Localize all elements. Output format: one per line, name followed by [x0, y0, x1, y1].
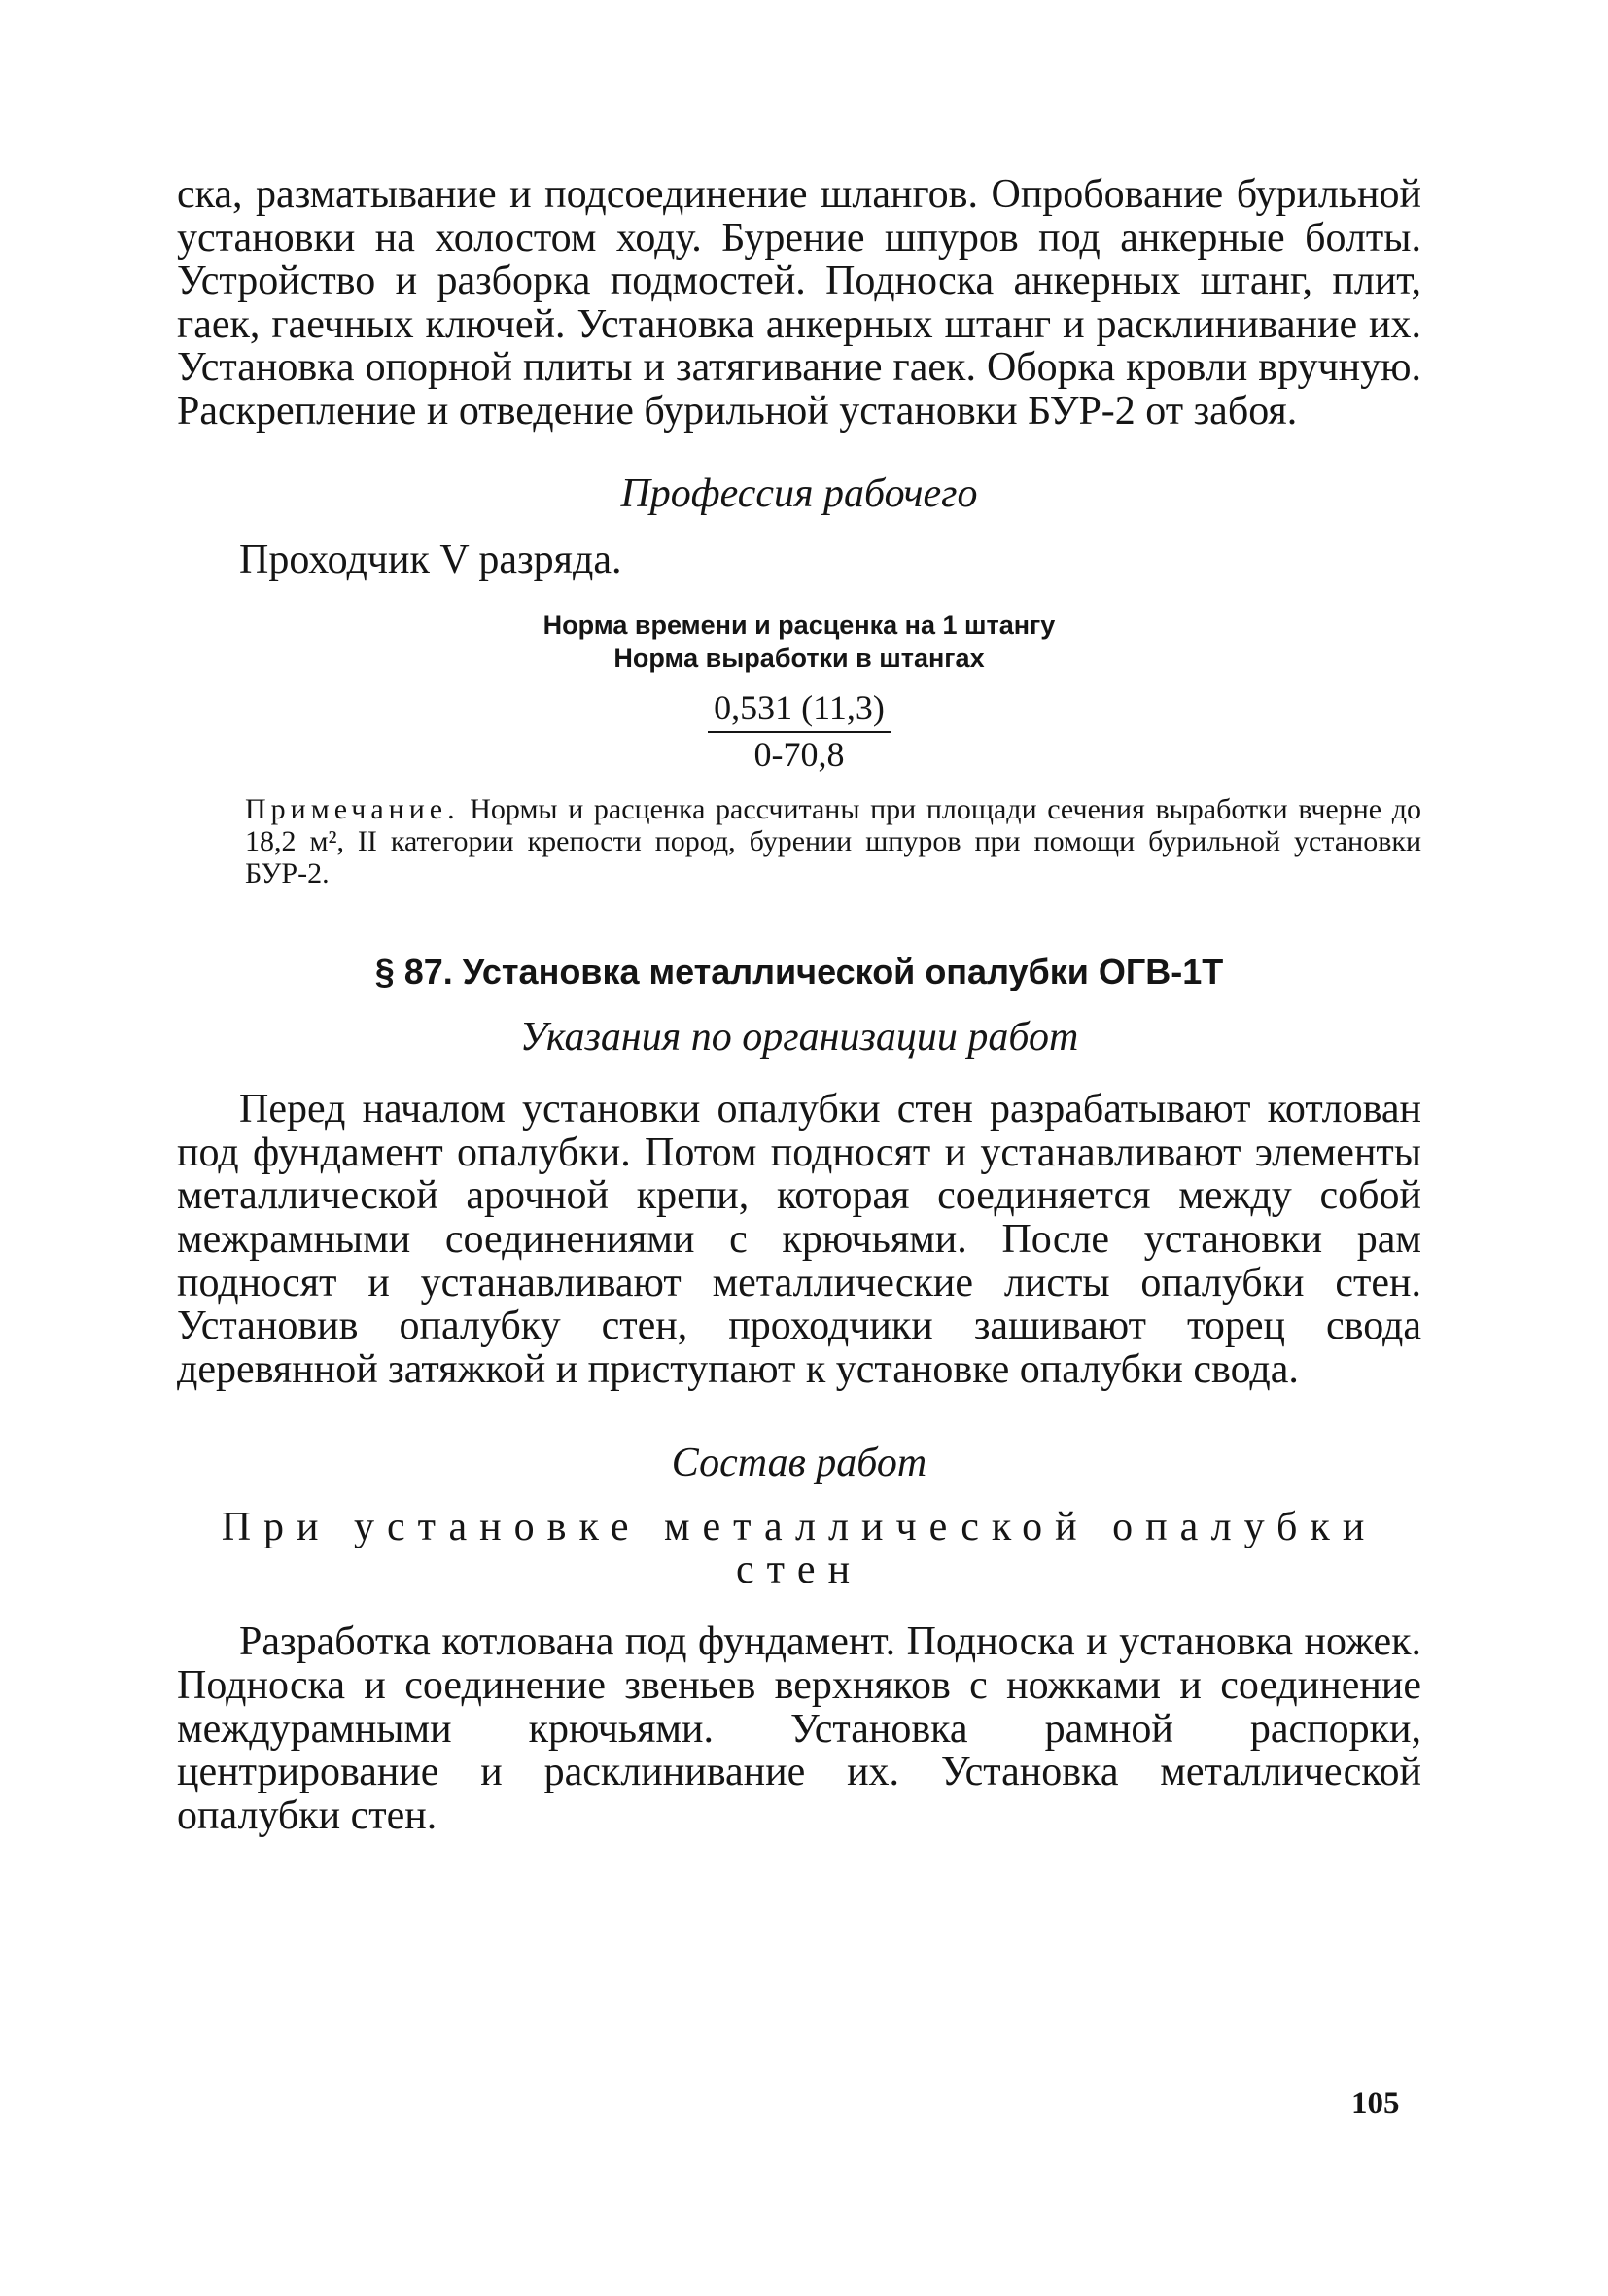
norm-heading-1: Норма времени и расценка на 1 штангу: [542, 610, 1056, 641]
norm-block: [177, 609, 1421, 774]
subheading-line-2: стен: [735, 1548, 863, 1593]
norm-value-top: 0,531 (11,3): [708, 688, 891, 733]
norm-value-bottom: 0-70,8: [753, 735, 845, 775]
org-heading: Указания по организации работ: [519, 1015, 1079, 1061]
subheading-line-1: При установке металлической опалубки: [221, 1505, 1378, 1550]
note-text: Нормы и расценка рассчитаны при площади сечения выработки вчерне до 18,2 м², II категории крепости пород, бурении шпуров при помощи бурильной установки БУР-2.: [245, 793, 1421, 890]
final-paragraph: Разработка котлована под фундамент. Подноска и установка ножек. Подноска и соединение звеньев верхняков с ножками и соединение междурамными крючьями. Установка рамной распорки, центрирование и расклинивание их. Установка металлической опалубки стен.: [177, 1619, 1421, 1838]
norm-heading-2: Норма выработки в штангах: [613, 644, 985, 674]
profession-text: Проходчик V разряда.: [239, 537, 622, 582]
page-number: 105: [1351, 2086, 1400, 2121]
norm-fraction: [708, 688, 891, 774]
subheading: [177, 1506, 1421, 1591]
page-content: [177, 173, 1421, 1837]
note: [177, 793, 1421, 889]
composition-heading: Состав работ: [671, 1441, 927, 1486]
top-paragraph: ска, разматывание и подсоединение шлангов. Опробование бурильной установки на холостом ходу. Бурение шпуров под анкерные болты. Устройство и разборка подмостей. Подноска анкерных штанг, плит, гаек, гаечных ключей. Установка анкерных штанг и расклинивание их. Установка опорной плиты и затягивание гаек. Оборка кровли вручную. Раскрепление и отведение бурильной установки БУР-2 от забоя.: [177, 172, 1421, 434]
section-title: § 87. Установка металлической опалубки ОГВ-1Т: [374, 952, 1224, 992]
org-paragraph: Перед началом установки опалубки стен разрабатывают котлован под фундамент опалубки. Потом подносят и устанавливают элементы металлической арочной крепи, которая соединяется между собой межрамными соединениями с крючьями. После установки рам подносят и устанавливают металлические листы опалубки стен. Установив опалубку стен, проходчики зашивают торец свода деревянной затяжкой и приступают к установке опалубки свода.: [177, 1087, 1421, 1392]
note-label: Примечание.: [245, 793, 460, 826]
profession-heading: Профессия рабочего: [620, 470, 978, 516]
